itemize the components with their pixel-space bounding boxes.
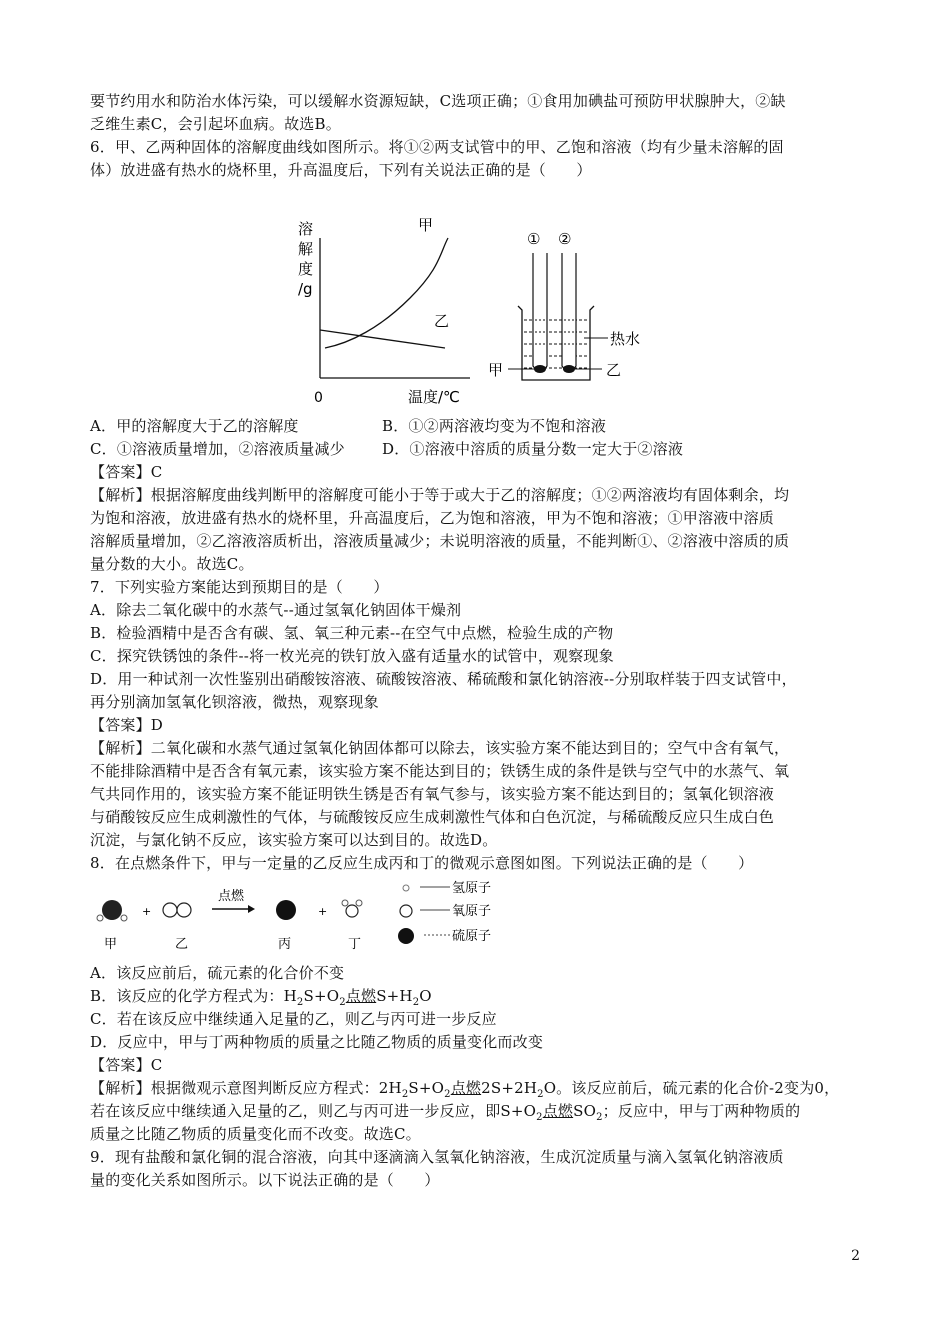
answer: 【答案】C (90, 463, 163, 481)
option-c: C．若在该反应中继续通入足量的乙，则乙与丙可进一步反应 (90, 1010, 497, 1028)
legend-hydrogen: 氢原子 (452, 881, 492, 896)
curve-yi (320, 330, 445, 348)
axis-origin: 0 (314, 390, 323, 406)
answer: 【答案】D (90, 716, 164, 734)
tube-2-label: ② (558, 230, 572, 248)
label-yi: 乙 (175, 937, 189, 952)
test-tube-2 (562, 253, 576, 371)
label-jia: 甲 (104, 937, 118, 952)
hot-water-label: 热水 (610, 330, 641, 348)
option-a: A．甲的溶解度大于乙的溶解度 (90, 417, 299, 435)
micro-reaction-figure (90, 878, 510, 958)
axis-y-label: 度 (298, 260, 314, 278)
text-line: 要节约用水和防治水体污染，可以缓解水资源短缺，C选项正确；①食用加碘盐可预防甲状腺肿大，②缺 (90, 92, 786, 110)
question-6-stem: 6．甲、乙两种固体的溶解度曲线如图所示。将①②两支试管中的甲、乙饱和溶液（均有少量未溶解的固 (90, 138, 784, 156)
explanation: 量分数的大小。故选C。 (90, 555, 254, 573)
jia-label: 甲 (488, 361, 504, 379)
axis-y-label: 溶 (298, 220, 314, 238)
legend (398, 881, 491, 944)
question-9-stem: 9．现有盐酸和氯化铜的混合溶液，向其中逐滴滴入氢氧化钠溶液，生成沉淀质量与滴入氢氧化钠溶液质 (90, 1148, 784, 1166)
yi-label: 乙 (606, 361, 622, 379)
axis-y-label: 解 (298, 240, 314, 258)
curve-jia-label: 甲 (418, 216, 434, 234)
option-c: C．探究铁锈蚀的条件--将一枚光亮的铁钉放入盛有适量水的试管中，观察现象 (90, 647, 614, 665)
molecule-yi (163, 903, 191, 917)
molecule-jia (97, 900, 127, 921)
question-9-stem: 量的变化关系如图所示。以下说法正确的是（ ） (90, 1171, 440, 1189)
arrow-label: 点燃 (218, 889, 245, 904)
option-d: D．反应中，甲与丁两种物质的质量之比随乙物质的质量变化而改变 (90, 1033, 544, 1051)
legend-oxygen: 氧原子 (452, 904, 492, 919)
explanation: 【解析】根据溶解度曲线判断甲的溶解度可能小于等于或大于乙的溶解度；①②两溶液均有固体剩余，均 (90, 486, 790, 504)
solubility-curve-chart (298, 216, 470, 406)
legend-sulfur: 硫原子 (452, 929, 492, 944)
beaker-apparatus (488, 230, 640, 380)
option-a: A．除去二氧化碳中的水蒸气--通过氢氧化钠固体干燥剂 (90, 601, 462, 619)
question-8-stem: 8．在点燃条件下，甲与一定量的乙反应生成丙和丁的微观示意图如图。下列说法正确的是（ ） (90, 854, 754, 872)
option-b: B．该反应的化学方程式为：$H_2S+O_2$点燃$S+H_2O$ (90, 987, 432, 1008)
option-d: 再分别滴加氢氧化钡溶液，微热，观察现象 (90, 693, 379, 711)
page-number: 2 (851, 1248, 860, 1264)
explanation: 与硝酸铵反应生成刺激性的气体，与硫酸铵反应生成刺激性气体和白色沉淀，与稀硫酸反应只生成白色 (90, 808, 775, 826)
question-6-stem: 体）放进盛有热水的烧杯里，升高温度后，下列有关说法正确的是（ ） (90, 161, 592, 179)
axis-y-label: /g (298, 280, 313, 298)
option-d: D．用一种试剂一次性鉴别出硝酸铵溶液、硫酸铵溶液、稀硫酸和氯化钠溶液--分别取样装于四支试管中， (90, 670, 797, 688)
molecule-ding (342, 900, 362, 917)
label-bing: 丙 (278, 937, 292, 952)
explanation: 若在该反应中继续通入足量的乙，则乙与丙可进一步反应，即$S+O_2$点燃$SO_2$；反应中，甲与丁两种物质的 (90, 1102, 801, 1123)
tube-1-label: ① (527, 230, 541, 248)
label-ding: 丁 (348, 937, 362, 952)
option-b: B．检验酒精中是否含有碳、氢、氧三种元素--在空气中点燃，检验生成的产物 (90, 624, 614, 642)
plus-sign: + (318, 905, 328, 918)
molecule-bing (276, 900, 296, 920)
explanation: 气共同作用的，该实验方案不能证明铁生锈是否有氧气参与，该实验方案不能达到目的；氢氧化钡溶液 (90, 785, 775, 803)
answer: 【答案】C (90, 1056, 163, 1074)
explanation: 【解析】根据微观示意图判断反应方程式：$2H_2S+O_2$点燃$2S+2H_2O$。该反应前后，硫元素的化合价-2变为0， (90, 1079, 840, 1100)
text-line: 乏维生素C，会引起坏血病。故选B。 (90, 115, 341, 133)
explanation: 质量之比随乙物质的质量变化而不改变。故选C。 (90, 1125, 421, 1143)
question-7-stem: 7．下列实验方案能达到预期目的是（ ） (90, 578, 389, 596)
explanation: 不能排除酒精中是否含有氧元素，该实验方案不能达到目的；铁锈生成的条件是铁与空气中的水蒸气、氧 (90, 762, 790, 780)
curve-yi-label: 乙 (434, 312, 450, 330)
option-a: A．该反应前后，硫元素的化合价不变 (90, 964, 345, 982)
test-tube-1 (533, 253, 547, 371)
option-d: D．①溶液中溶质的质量分数一定大于②溶液 (382, 440, 684, 458)
explanation: 为饱和溶液，放进盛有热水的烧杯里，升高温度后，乙为饱和溶液，甲为不饱和溶液；①甲溶液中溶质 (90, 509, 775, 527)
plus-sign: + (142, 905, 152, 918)
explanation: 【解析】二氧化碳和水蒸气通过氢氧化钠固体都可以除去，该实验方案不能达到目的；空气中含有氧气， (90, 739, 790, 757)
option-b: B．①②两溶液均变为不饱和溶液 (382, 417, 607, 435)
explanation: 沉淀，与氯化钠不反应，该实验方案可以达到目的。故选D。 (90, 831, 498, 849)
axis-x-label: 温度/℃ (408, 388, 460, 406)
solubility-figure (290, 208, 670, 413)
explanation: 溶解质量增加，②乙溶液溶质析出，溶液质量减少；未说明溶液的质量，不能判断①、②溶液中溶质的质 (90, 532, 790, 550)
option-c: C．①溶液质量增加，②溶液质量减少 (90, 440, 345, 458)
curve-jia (325, 238, 448, 348)
